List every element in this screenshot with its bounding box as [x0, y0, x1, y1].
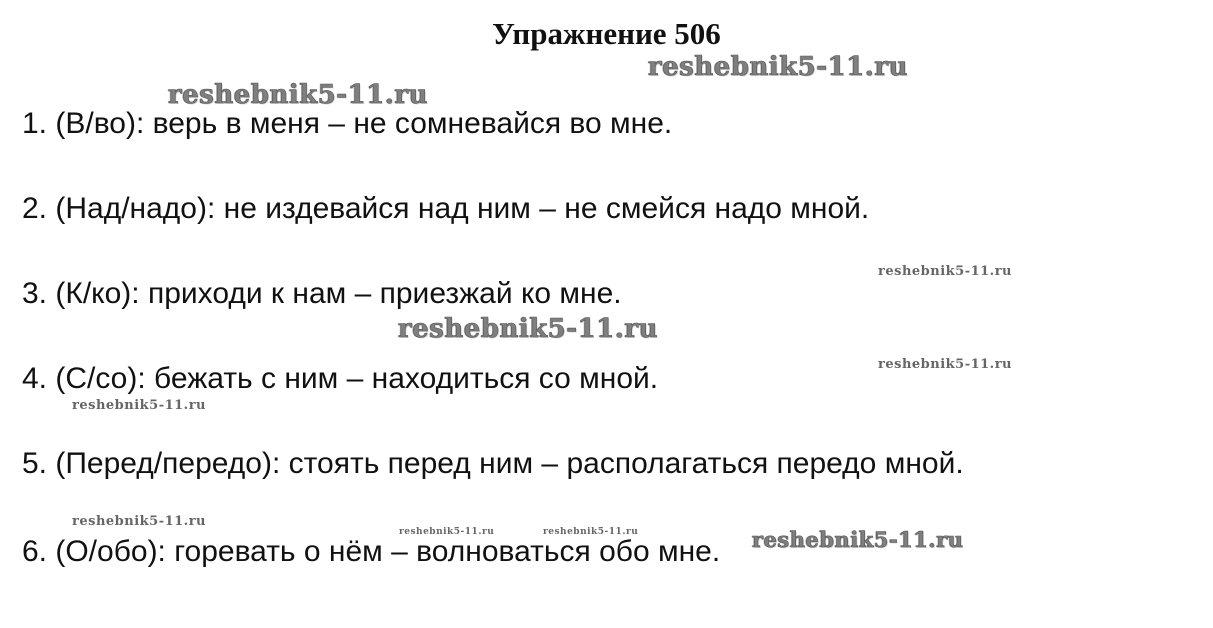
answer-line-5: 5. (Перед/передо): стоять перед ним – располагаться передо мной.	[22, 447, 964, 480]
watermark: reshebnik5-11.ru	[399, 527, 495, 537]
watermark: reshebnik5-11.ru	[878, 264, 1013, 279]
answer-line-4: 4. (С/со): бежать с ним – находиться со мной.	[22, 362, 659, 395]
watermark: reshebnik5-11.ru	[72, 398, 207, 413]
answer-line-3: 3. (К/ко): приходи к нам – приезжай ко мне.	[22, 277, 622, 310]
watermark: reshebnik5-11.ru	[543, 527, 639, 537]
exercise-title: Упражнение 506	[492, 16, 721, 51]
watermark: reshebnik5-11.ru	[72, 514, 207, 529]
watermark: reshebnik5-11.ru	[168, 80, 429, 110]
watermark: reshebnik5-11.ru	[878, 357, 1013, 372]
answer-line-1: 1. (В/во): верь в меня – не сомневайся во мне.	[22, 107, 673, 140]
watermark: reshebnik5-11.ru	[752, 527, 964, 552]
watermark: reshebnik5-11.ru	[648, 52, 909, 82]
watermark: reshebnik5-11.ru	[398, 314, 659, 344]
answer-line-2: 2. (Над/надо): не издевайся над ним – не смейся надо мной.	[22, 192, 870, 225]
answer-line-6: 6. (О/обо): горевать о нём – волноваться обо мне.	[22, 535, 721, 568]
